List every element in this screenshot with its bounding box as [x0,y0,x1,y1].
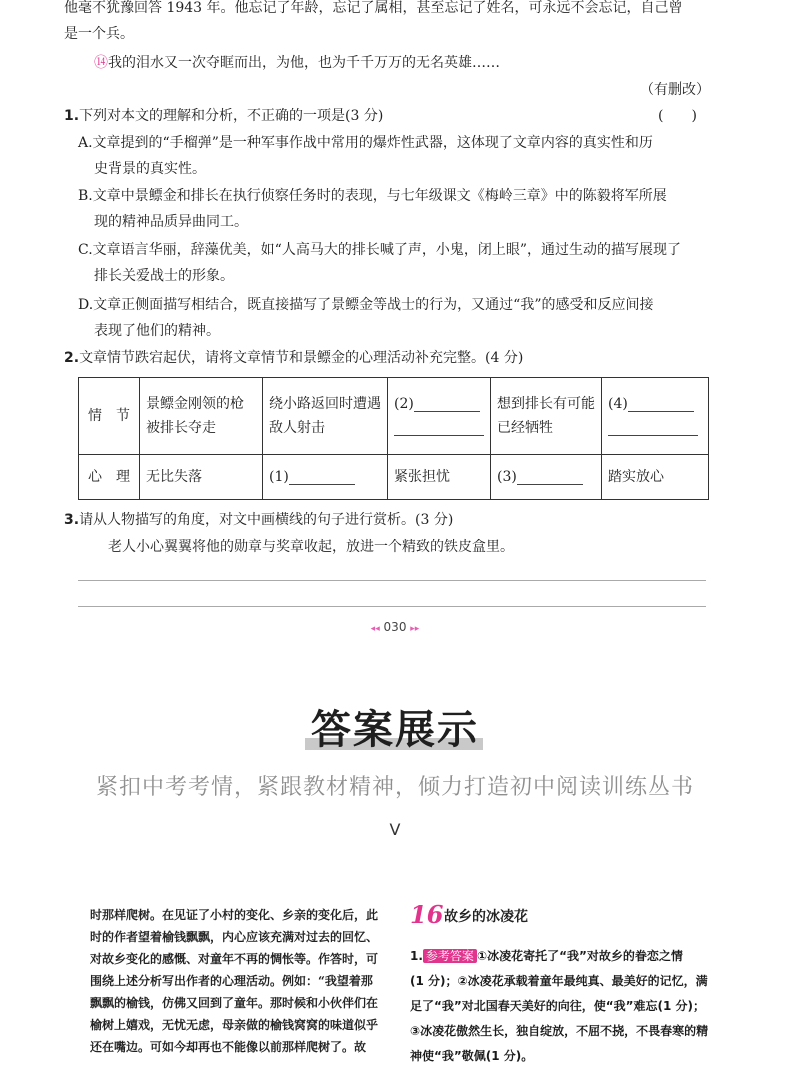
fill-blank[interactable] [414,397,480,412]
blank-cell-4[interactable] [602,378,709,455]
row-header-psychology: 心 理 [79,455,140,500]
question-2-stem [64,348,523,368]
passage-line: 是一个兵。 [64,26,134,42]
question-text: 请从人物描写的角度，对文中画横线的句子进行赏析。(3 分) [79,512,454,528]
question-number: 1. [64,108,80,124]
answer-line[interactable] [78,580,706,581]
answer-left-line: 对故乡变化的感慨、对童年不再的惆怅等。作答时，可 [90,952,379,966]
row-header-plot: 情 节 [79,378,140,455]
option-a: A.文章提到的“手榴弹”是一种军事作战中常用的爆炸性武器，这体现了文章内容的真实性和历 [78,135,653,151]
fill-blank[interactable] [608,421,698,436]
left-arrow-icon: ◂◂ [370,624,380,634]
fill-blank[interactable] [517,470,583,485]
passage-paragraph-14 [94,53,500,73]
banner-subtitle: 紧扣中考考情，紧跟教材精神，倾力打造初中阅读训练丛书 [95,775,694,800]
answer-right-line: 足了“我”对北国春天美好的向往，使“我”难忘(1 分)； [410,999,706,1013]
table-cell: 无比失落 [140,455,263,500]
answer-left-line: 时那样爬树。在见证了小村的变化、乡亲的变化后，此 [90,908,379,922]
answer-left-line: 时的作者望着榆钱飘飘，内心应该充满对过去的回忆、 [90,930,379,944]
reference-answer-tag: 参考答案 [423,949,477,963]
question-1-stem [64,106,383,126]
question-number: 2. [64,350,80,366]
table-cell: 景鳔金刚领的枪被排长夺走 [140,378,263,455]
blank-label: (2) [394,396,414,413]
blank-cell-2[interactable] [388,378,491,455]
question-text: 下列对本文的理解和分析，不正确的一项是(3 分) [79,108,384,124]
option-b-cont: 现的精神品质异曲同工。 [94,214,248,230]
answer-right-line [410,944,683,969]
fill-blank[interactable] [289,470,355,485]
blank-label: (1) [269,469,289,486]
section-number: 16 [410,900,444,929]
blank-cell-3[interactable] [491,455,602,500]
banner-title: 答案展示 [311,707,479,753]
option-c-cont: 排长关爱战士的形象。 [94,268,234,284]
source-note: （有删改） [640,82,710,98]
question-3-stem [64,510,453,530]
answer-right-line: ③冰凌花傲然生长，独自绽放，不屈不挠，不畏春寒的精 [410,1024,709,1038]
fill-blank[interactable] [628,397,694,412]
plot-psychology-table [78,377,709,500]
page-number-text: 030 [383,620,407,634]
answer-left-line: 飘飘的榆钱，仿佛又回到了童年。那时候和小伙伴们在 [90,996,379,1010]
section-title: 故乡的冰凌花 [444,909,528,925]
answer-left-line: 围绕上述分析写出作者的心理活动。例如：“我望着那 [90,974,373,988]
quoted-sentence: 老人小心翼翼将他的勋章与奖章收起，放进一个精致的铁皮盒里。 [108,539,514,555]
option-a-cont: 史背景的真实性。 [94,161,206,177]
fill-blank[interactable] [394,421,484,436]
option-d-cont: 表现了他们的精神。 [94,323,220,339]
table-row-psychology [79,455,709,500]
answer-page-scan [62,888,742,1063]
answer-left-line: 还在嘴边。可如今却再也不能像以前那样爬树了。故 [90,1040,367,1054]
table-cell: 想到排长有可能已经牺牲 [491,378,602,455]
answer-right-line: (1 分)；②冰凌花承载着童年最纯真、最美好的记忆，满 [410,974,708,988]
table-row-plot [79,378,709,455]
table-cell: 绕小路返回时遭遇敌人射击 [263,378,388,455]
table-cell: 踏实放心 [602,455,709,500]
paragraph-marker: ⑭ [94,55,108,71]
paragraph-text: 我的泪水又一次夺眶而出，为他，也为千千万万的无名英雄…… [108,55,500,71]
page-number [355,620,435,634]
answer-line[interactable] [78,606,706,607]
answer-left-line: 榆树上嬉戏，无忧无虑，母亲做的榆钱窝窝的味道似乎 [90,1018,379,1032]
option-b: B.文章中景鳔金和排长在执行侦察任务时的表现，与七年级课文《梅岭三章》中的陈毅将军所展 [78,188,667,204]
option-d: D.文章正侧面描写相结合，既直接描写了景鳔金等战士的行为，又通过“我”的感受和反应间接 [78,297,654,313]
banner-v: V [389,820,401,839]
answer-paren: ( ) [658,108,697,124]
passage-line: 他毫不犹豫回答 1943 年。他忘记了年龄，忘记了属相，甚至忘记了姓名，可永远不会忘记，自己曾 [64,0,683,16]
question-text: 文章情节跌宕起伏，请将文章情节和景鳔金的心理活动补充完整。(4 分) [79,350,524,366]
blank-label: (4) [608,396,628,413]
answer-text: ①冰凌花寄托了“我”对故乡的眷恋之情 [476,949,683,963]
option-c: C.文章语言华丽，辞藻优美，如“人高马大的排长喊了声，小鬼，闭上眼”，通过生动的描写展现了 [78,242,681,258]
table-cell: 紧张担忧 [388,455,491,500]
question-number: 3. [64,512,80,528]
blank-cell-1[interactable] [263,455,388,500]
answer-question-number: 1. [410,949,423,963]
right-arrow-icon: ▸▸ [410,624,420,634]
answer-right-line: 神使“我”敬佩(1 分)。 [410,1049,534,1063]
blank-label: (3) [497,469,517,486]
